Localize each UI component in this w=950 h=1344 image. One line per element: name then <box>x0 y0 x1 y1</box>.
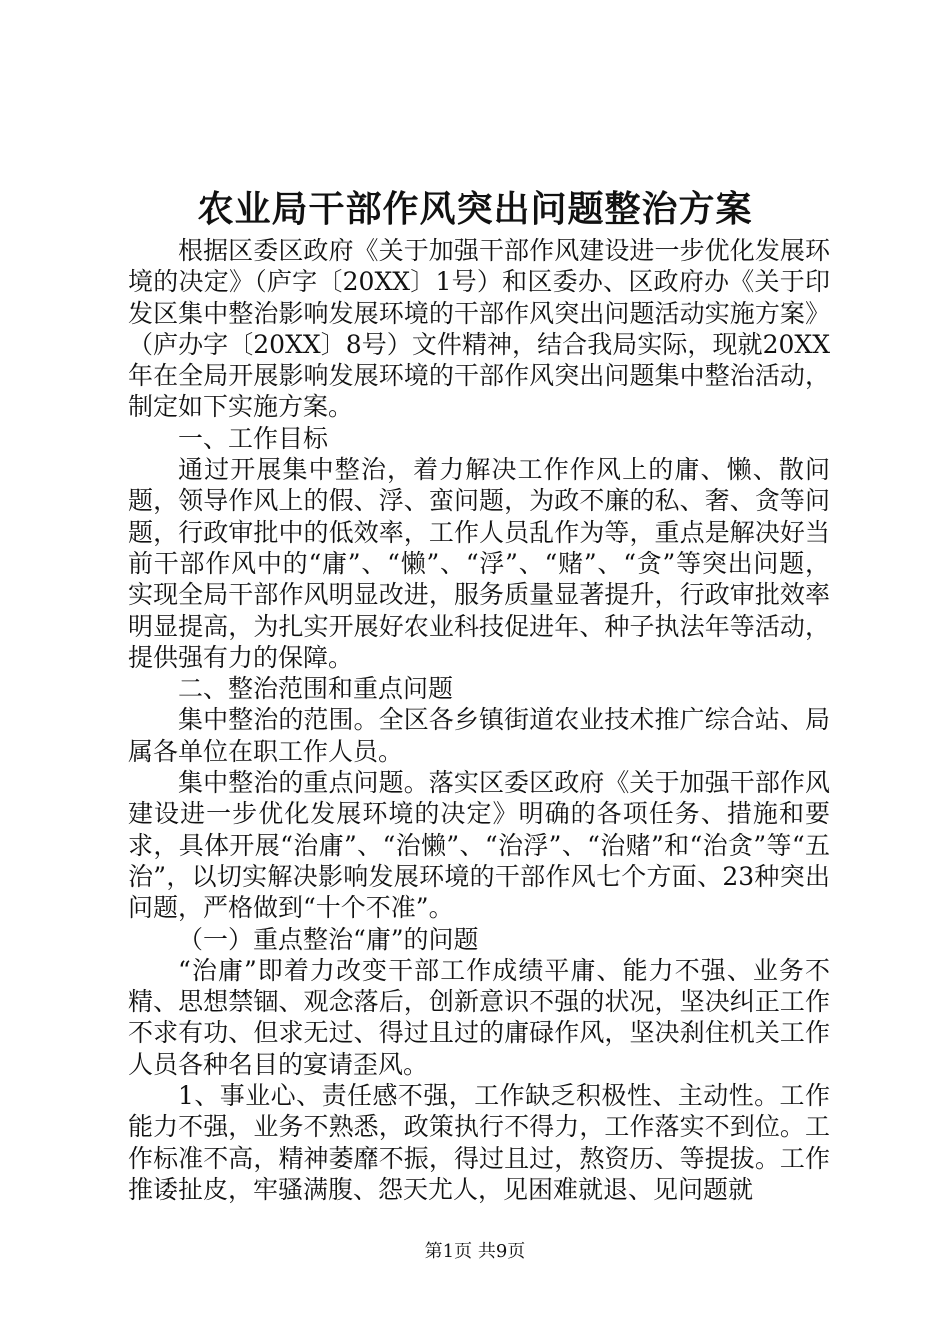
heading-sub-one: （一）重点整治“庸”的问题 <box>178 924 479 954</box>
paragraph-scope: 集中整治的范围。全区各乡镇街道农业技术推广综合站、局属各单位在职工作人员。 <box>128 705 830 766</box>
paragraph-intro: 根据区委区政府《关于加强干部作风建设进一步优化发展环境的决定》（庐字〔20XX〕1号）和区委办、区政府办《关于印发区集中整治影响发展环境的干部作风突出问题活动实施方案》（庐办字〔20XX〕8号）文件精神，结合我局实际，现就20XX年在全局开展影响发展环境的干部作风突出问题集中整治活动，制定如下实施方案。 <box>128 236 830 422</box>
heading-scope: 二、整治范围和重点问题 <box>178 674 454 704</box>
paragraph-item-one: 1、事业心、责任感不强，工作缺乏积极性、主动性。工作能力不强，业务不熟悉，政策执行不得力，工作落实不到位。工作标准不高，精神萎靡不振，得过且过，熬资历、等提拔。工作推诿扯皮，牢骚满腹、怨天尤人，见困难就退、见问题就 <box>128 1081 830 1204</box>
document-body <box>128 235 830 1205</box>
page-footer: 第1页 共9页 <box>424 1241 526 1262</box>
heading-work-goal: 一、工作目标 <box>178 423 329 453</box>
document-title: 农业局干部作风突出问题整治方案 <box>197 188 753 230</box>
paragraph-sub-one: “治庸”即着力改变干部工作成绩平庸、能力不强、业务不精、思想禁锢、观念落后，创新意识不强的状况，坚决纠正工作不求有功、但求无过、得过且过的庸碌作风，坚决刹住机关工作人员各种名目的宴请歪风。 <box>128 955 830 1079</box>
paragraph-work-goal: 通过开展集中整治，着力解决工作作风上的庸、懒、散问题，领导作风上的假、浮、蛮问题，为政不廉的私、奢、贪等问题，行政审批中的低效率，工作人员乱作为等，重点是解决好当前干部作风中的“庸”、“懒”、“浮”、“赌”、“贪”等突出问题，实现全局干部作风明显改进，服务质量显著提升，行政审批效率明显提高，为扎实开展好农业科技促进年、种子执法年等活动，提供强有力的保障。 <box>128 455 830 672</box>
paragraph-key-issues: 集中整治的重点问题。落实区委区政府《关于加强干部作风建设进一步优化发展环境的决定》明确的各项任务、措施和要求，具体开展“治庸”、“治懒”、“治浮”、“治赌”和“治贪”等“五治”，以切实解决影响发展环境的干部作风七个方面、23种突出问题，严格做到“十个不准”。 <box>128 768 830 923</box>
